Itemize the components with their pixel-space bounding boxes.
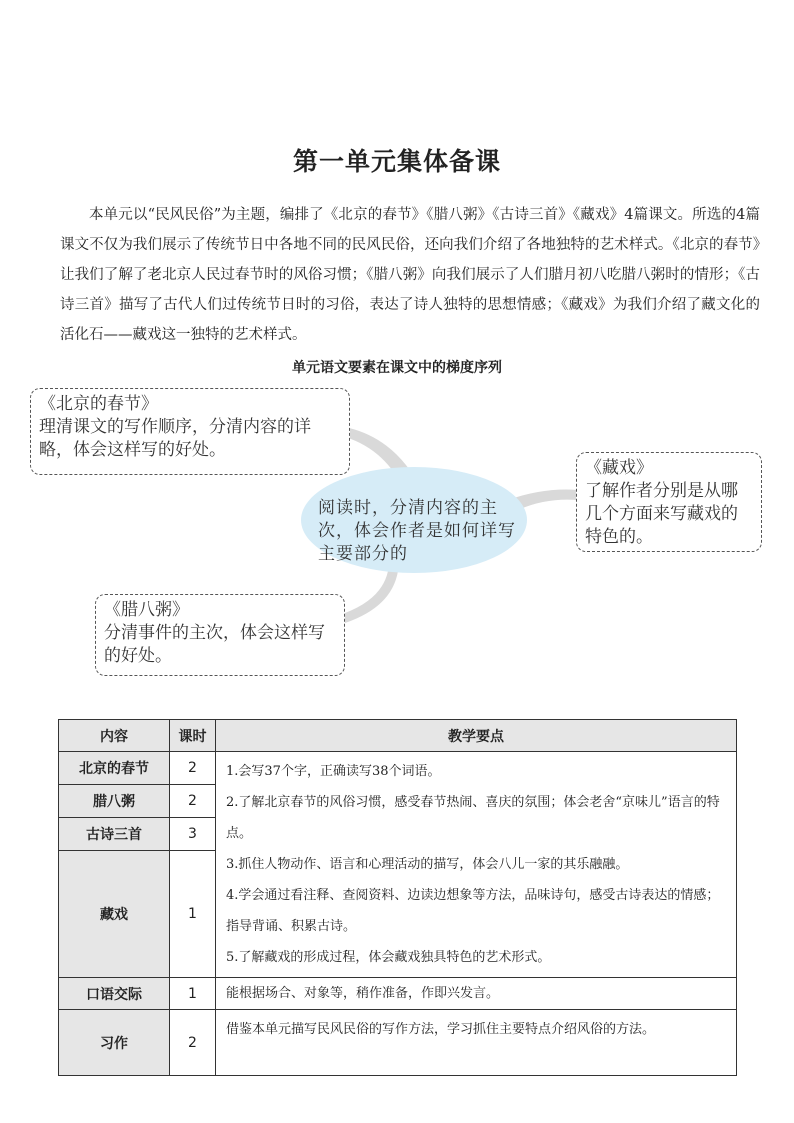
page-title: 第一单元集体备课 [292, 147, 501, 176]
header-hours: 课时 [170, 720, 216, 752]
key-point: 5.了解藏戏的形成过程，体会藏戏独具特色的艺术形式。 [226, 950, 551, 965]
lesson-name: 腊八粥 [59, 784, 170, 817]
center-topic: 阅读时，分清内容的主次，体会作者是如何详写主要部分的 [318, 498, 516, 564]
oral-points-cell: 能根据场合、对象等，稍作准备，作即兴发言。 [216, 978, 737, 1010]
lesson-name: 北京的春节 [59, 752, 170, 785]
lesson-hours: 2 [170, 752, 216, 785]
lesson-name: 习作 [59, 1010, 170, 1076]
header-content: 内容 [59, 720, 170, 752]
lesson-name: 口语交际 [59, 978, 170, 1010]
lesson-hours: 2 [170, 1010, 216, 1076]
lesson-hours: 1 [170, 850, 216, 977]
key-points-cell [216, 752, 737, 978]
key-point: 3.抓住人物动作、语言和心理活动的描写，体会八儿一家的其乐融融。 [226, 857, 629, 872]
connector-bottom-left [345, 571, 398, 623]
table-header-row [59, 720, 737, 752]
lesson-plan-table [58, 719, 737, 1076]
intro-paragraph: 本单元以“民风民俗”为主题，编排了《北京的春节》《腊八粥》《古诗三首》《藏戏》4篇课文。所选的4篇课文不仅为我们展示了传统节日中各地不同的民风民俗，还向我们介绍了各地独特的艺术样式。《北京的春节》让我们了解了老北京人民过春节时的风俗习惯；《腊八粥》向我们展示了人们腊月初八吃腊八粥时的情形；《古诗三首》描写了古代人们过传统节日时的习俗，表达了诗人独特的思想情感；《藏戏》为我们介绍了藏文化的活化石——藏戏这一独特的艺术样式。 [60, 207, 760, 343]
bubble-title: 《北京的春节》 [39, 394, 158, 414]
lesson-hours: 2 [170, 784, 216, 817]
header-key-points: 教学要点 [216, 720, 737, 752]
key-point: 2.了解北京春节的风俗习惯，感受春节热闹、喜庆的氛围；体会老舍“京味儿”语言的特点。 [226, 795, 720, 841]
lesson-hours: 3 [170, 817, 216, 850]
bubble-text: 了解作者分别是从哪几个方面来写藏戏的特色的。 [585, 481, 738, 547]
key-point: 4.学会通过看注释、查阅资料、边读边想象等方法，品味诗句，感受古诗表达的情感；指导背诵、积累古诗。 [226, 888, 720, 934]
lesson-hours: 1 [170, 978, 216, 1010]
writing-point: 借鉴本单元描写民风民俗的写作方法，学习抓住主要特点介绍风俗的方法。 [226, 1022, 656, 1037]
table-row [59, 1010, 737, 1076]
lesson-name: 古诗三首 [59, 817, 170, 850]
bubble-title: 《藏戏》 [585, 458, 653, 478]
table-row [59, 978, 737, 1010]
writing-points-cell [216, 1010, 737, 1076]
bubble-title: 《腊八粥》 [104, 600, 189, 620]
lesson-name: 藏戏 [59, 850, 170, 977]
bubble-text: 分清事件的主次，体会这样写的好处。 [104, 623, 325, 666]
table-row [59, 752, 737, 785]
key-point: 1.会写37个字，正确读写38个词语。 [226, 764, 441, 779]
bubble-text: 理清课文的写作顺序，分清内容的详略，体会这样写的好处。 [39, 417, 311, 460]
diagram-title: 单元语文要素在课文中的梯度序列 [292, 360, 502, 376]
bubble-laba-porridge [95, 594, 345, 676]
bubble-tibetan-opera [576, 452, 762, 552]
bubble-beijing-spring [30, 388, 350, 475]
